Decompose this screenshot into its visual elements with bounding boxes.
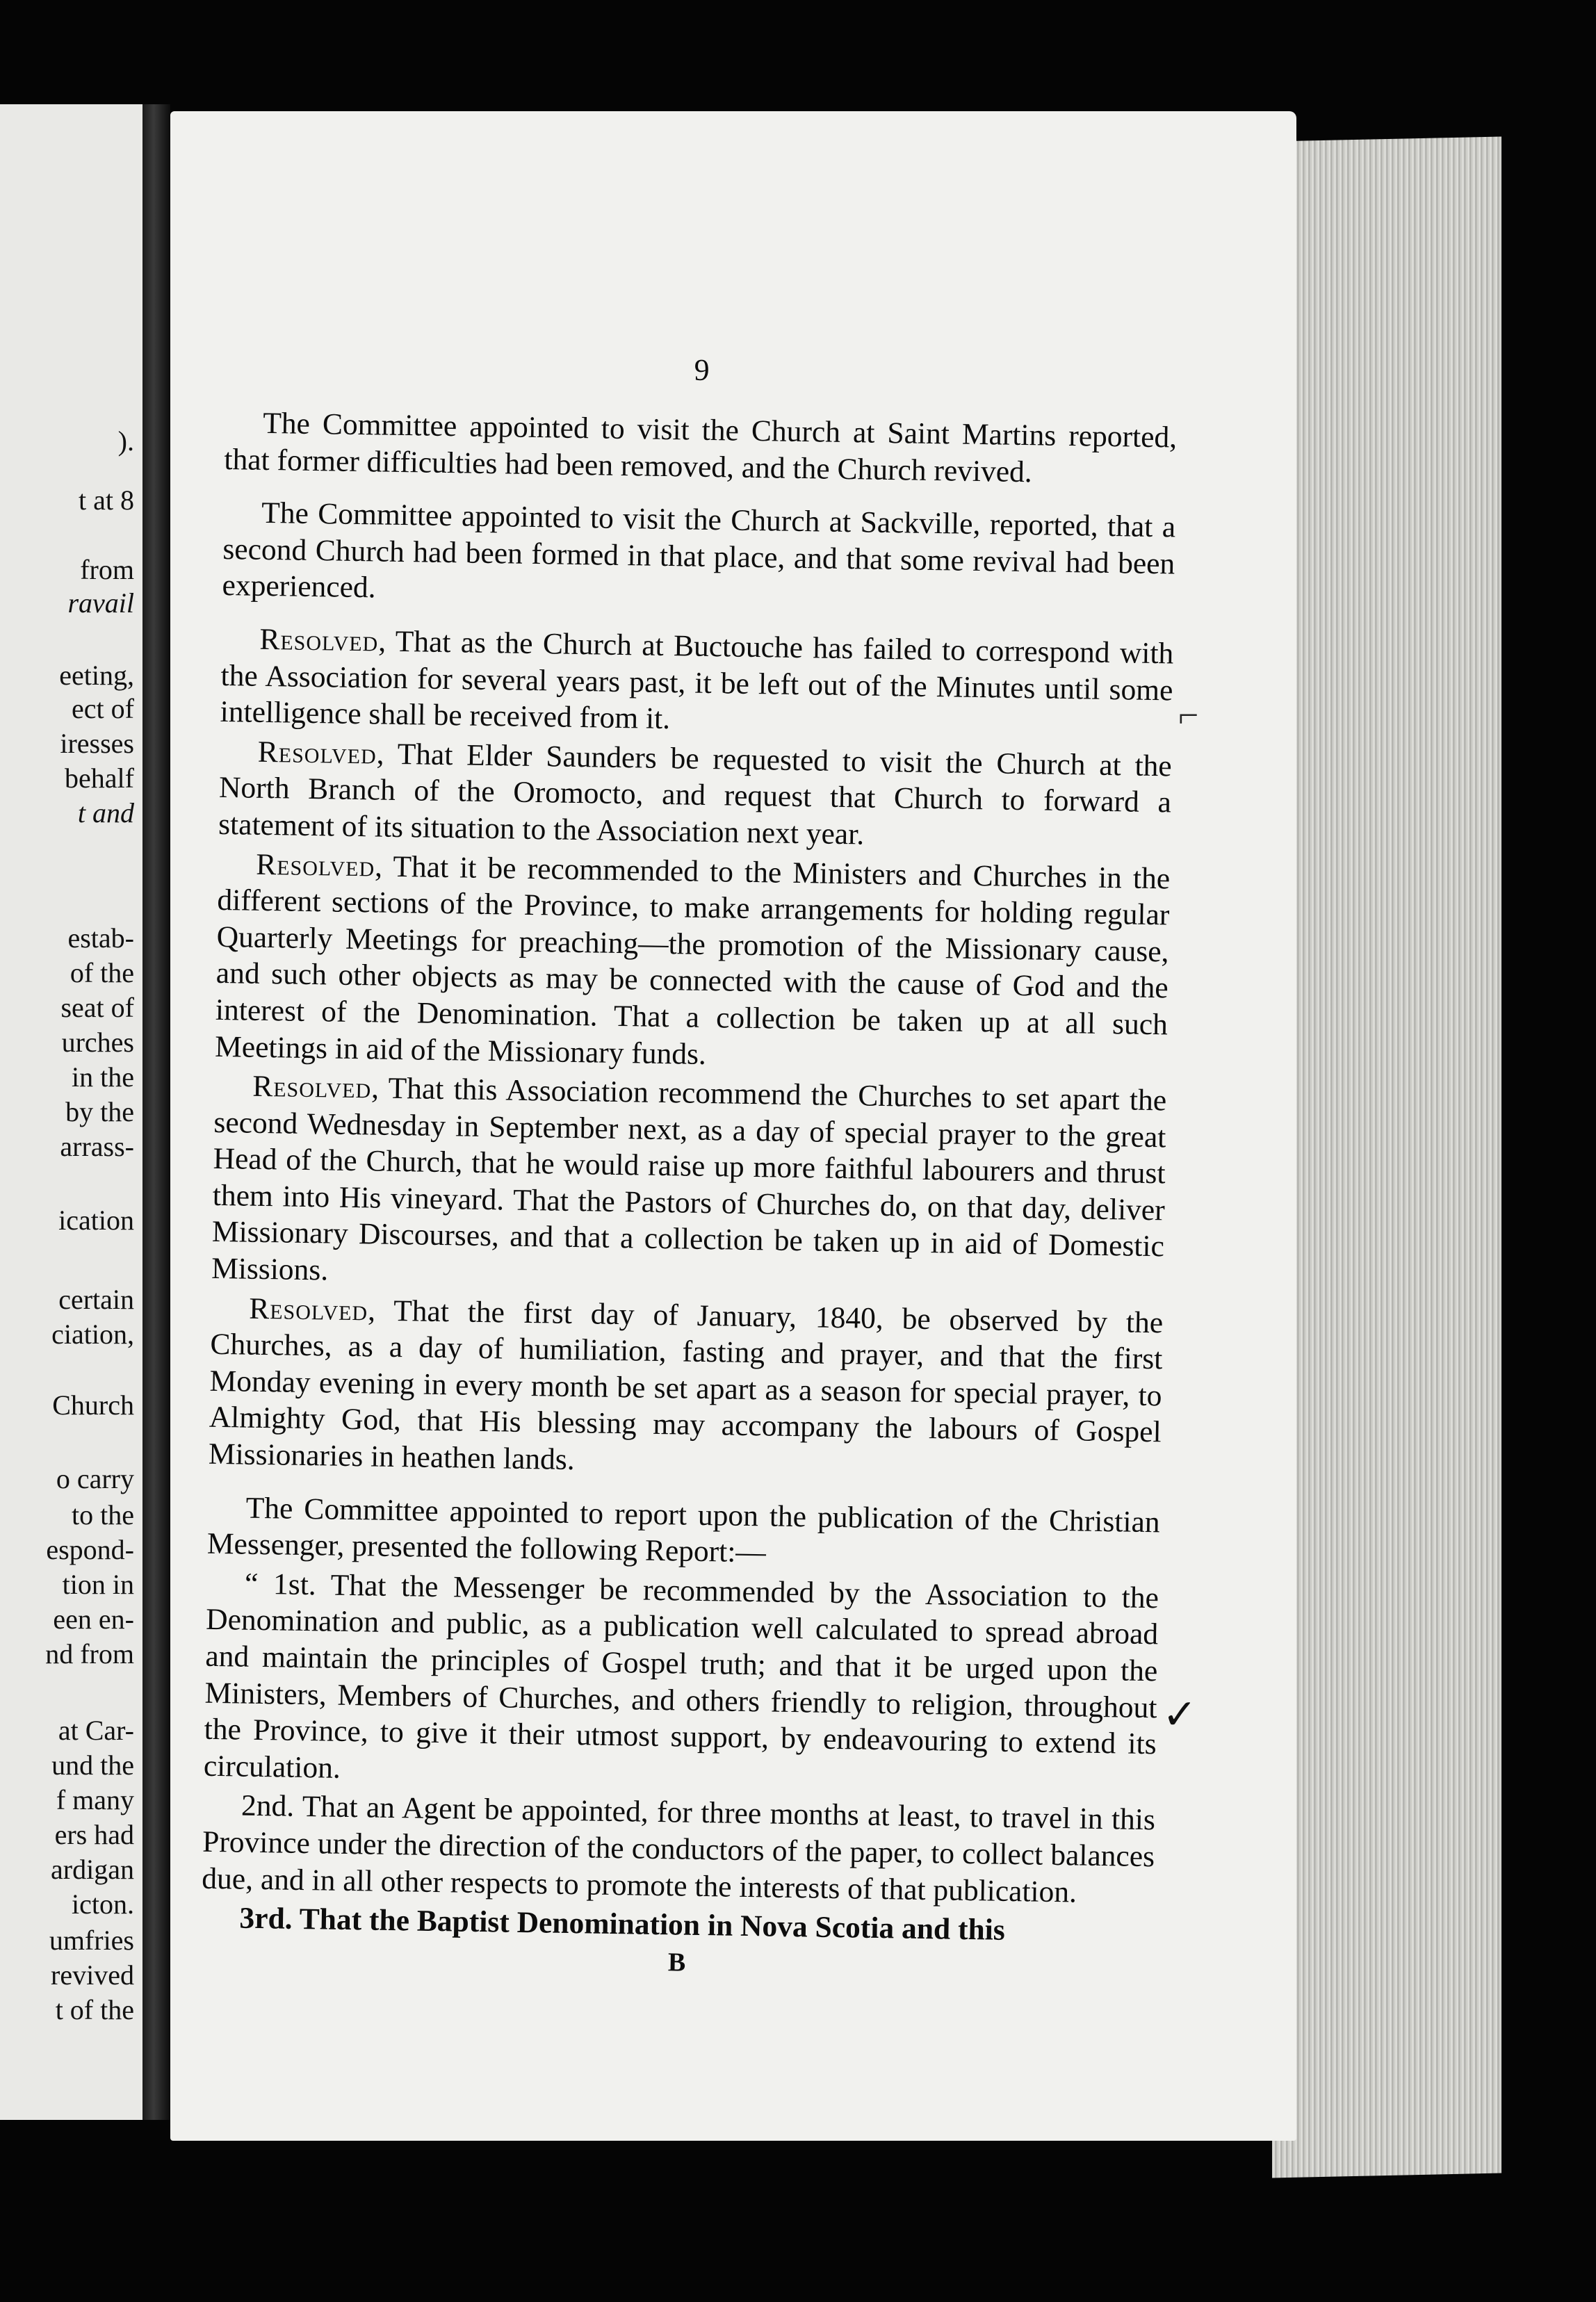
left-page-fragment: behalf — [65, 762, 134, 794]
previous-page-fragment — [0, 104, 142, 2120]
signature-mark: B — [667, 1948, 686, 1977]
left-page-fragment: f many — [56, 1784, 134, 1815]
resolved-lead: Resolved — [252, 1069, 372, 1105]
paragraph — [207, 1489, 1160, 1577]
left-page-fragment: certain — [58, 1284, 134, 1315]
left-page-fragment: t of the — [55, 1994, 134, 2025]
book-gutter — [142, 104, 170, 2120]
paragraph — [224, 405, 1177, 493]
paragraph — [222, 494, 1175, 619]
paragraph — [218, 733, 1172, 858]
paragraph-text: , That Elder Saunders be requested to visit the Church at the North Branch of the Oromocto, and request that Church to forward a statement of its situation to the Association next year. — [218, 737, 1173, 851]
page-text — [200, 348, 1178, 1983]
left-page-fragment: een en- — [53, 1603, 134, 1635]
paragraph-text: 3rd. That the Baptist Denomination in Nova Scotia and this — [239, 1901, 1006, 1948]
left-page-fragment: of the — [70, 957, 134, 988]
left-page-fragment: t and — [77, 797, 134, 828]
left-page-fragment: revived — [51, 1959, 134, 1991]
paragraph-text: , That the first day of January, 1840, be observed by the Churches, as a day of humiliation, fasting and prayer, and that the first Monday evening in every month be set apart as a season for special prayer, to Almighty God, that His blessing may accompany the labours of Gospel Missionaries in heathen lands. — [208, 1293, 1164, 1477]
paragraph — [215, 845, 1171, 1079]
left-page-fragment: espond- — [46, 1534, 134, 1565]
left-page-fragment: ). — [117, 425, 134, 457]
left-page-fragment: at Car- — [58, 1715, 134, 1746]
left-page-fragment: by the — [65, 1096, 134, 1127]
left-page-fragment: ardigan — [51, 1854, 134, 1885]
resolved-lead: Resolved — [257, 735, 377, 771]
left-page-fragment: eeting, — [59, 660, 134, 691]
left-page-fragment: iresses — [60, 728, 134, 759]
left-page-fragment: Church — [52, 1389, 134, 1421]
resolved-lead: Resolved — [248, 1291, 368, 1328]
paragraph-text: The Committee appointed to report upon the publication of the Christian Messenger, presented the following Report:— — [206, 1491, 1160, 1569]
resolved-lead: Resolved — [259, 622, 379, 658]
page-number: 9 — [694, 352, 710, 387]
left-page-fragment: from — [80, 554, 134, 585]
paragraph-text: , That this Association recommend the Churches to set apart the second Wednesday in September next, as a day of special prayer to the great Head of the Church, that he would raise up more faithful labourers and thrust them into His vineyard. That the Pastors of Churches do, on that day, deliver Missionary Discourses, and that a collection be taken up in aid of Domestic Missions. — [211, 1071, 1167, 1287]
left-page-fragment: ravail — [67, 587, 134, 619]
paragraph-text: 2nd. That an Agent be appointed, for three months at least, to travel in this Province under the direction of the conductors of the paper, to collect balances due, and in all other respects to promote the interests of that publication. — [202, 1788, 1156, 1909]
left-page-fragment: t at 8 — [79, 484, 134, 516]
left-page-fragment: ect of — [72, 693, 134, 724]
paragraph — [211, 1068, 1167, 1302]
left-page-fragment: estab- — [67, 922, 134, 954]
left-page-fragment: seat of — [60, 992, 134, 1023]
paragraph-text: , That as the Church at Buctouche has failed to correspond with the Association for several years past, it be left out of the Minutes until some intelligence shall be received from it. — [220, 624, 1174, 736]
paragraph — [220, 621, 1173, 745]
page-edges — [1272, 137, 1501, 2178]
left-page-fragment: urches — [61, 1027, 134, 1058]
resolved-lead: Resolved — [255, 847, 375, 883]
left-page-fragment: o carry — [56, 1463, 134, 1494]
paragraph — [204, 1565, 1159, 1799]
paragraph — [202, 1787, 1155, 1911]
left-page-fragment: und the — [51, 1749, 134, 1781]
paragraph-text: The Committee appointed to visit the Church at Sackville, reported, that a second Church had been formed in that place, and that some revival had been experienced. — [222, 496, 1176, 605]
left-page-fragment: icton. — [72, 1888, 134, 1920]
paragraph-text: The Committee appointed to visit the Church at Saint Martins reported, that former difficulties had been removed, and the Church revived. — [224, 406, 1178, 489]
left-page-fragment: in the — [72, 1061, 134, 1093]
left-page-fragment: tion in — [62, 1569, 134, 1600]
paragraph-text: “ 1st. That the Messenger be recommended by the Association to the Denomination and public, as a publication well calculated to spread abroad and maintain the principles of Gospel truth; and that it be urged upon the Ministers, Members of Churches, and others friendly to religion, throughout the Province, to give it their utmost support, by endeavouring to extend its circulation. — [203, 1567, 1159, 1785]
paragraph-text: , That it be recommended to the Ministers and Churches in the different sections of the Province, to make arrangements for holding regular Quarterly Meetings for preaching—the promotion of the Missionary cause, and such other objects as may be connected with the cause of God and the interest of the Denomination. That a collection be taken up at all such Meetings in aid of the Missionary funds. — [214, 849, 1171, 1071]
left-page-fragment: umfries — [49, 1925, 134, 1956]
paragraph — [209, 1289, 1164, 1487]
left-page-fragment: to the — [72, 1499, 134, 1530]
left-page-fragment: ers had — [54, 1819, 134, 1850]
left-page-fragment: arrass- — [60, 1131, 134, 1162]
left-page-fragment: ication — [58, 1205, 134, 1236]
check-mark-icon: ✓ — [1162, 1692, 1198, 1738]
left-page-fragment: nd from — [45, 1638, 134, 1670]
paragraph-list — [201, 405, 1177, 1951]
left-page-fragment: ciation, — [51, 1319, 134, 1350]
dash-mark-icon: ⌐ — [1178, 696, 1199, 735]
